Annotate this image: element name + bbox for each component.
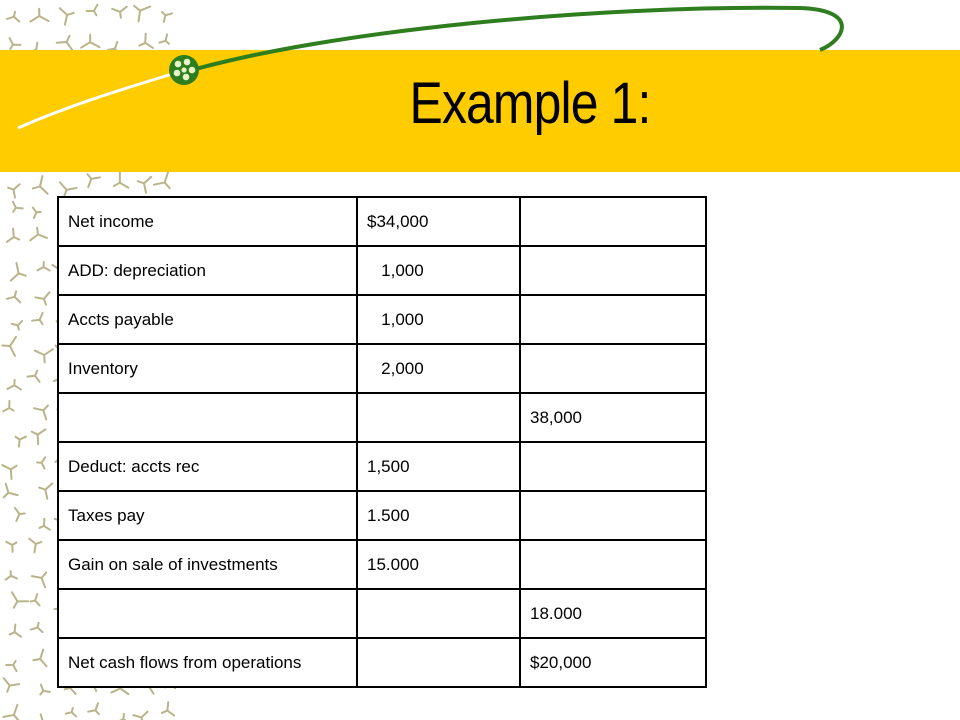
table-row: [58, 393, 706, 442]
table-cell: 1.500: [357, 491, 520, 540]
table-cell: 15.000: [357, 540, 520, 589]
table-cell: 1,000: [357, 246, 520, 295]
table-cell: Net income: [58, 197, 357, 246]
table-cell: 1,000: [357, 295, 520, 344]
table-row: [58, 197, 706, 246]
table-cell: Taxes pay: [58, 491, 357, 540]
cash-flow-table: [57, 196, 707, 688]
table-cell: 38,000: [520, 393, 706, 442]
table-row: [58, 442, 706, 491]
table-row: [58, 246, 706, 295]
table-row: [58, 491, 706, 540]
table-row: [58, 344, 706, 393]
table-cell: [520, 344, 706, 393]
table-cell: Accts payable: [58, 295, 357, 344]
table-cell: 1,500: [357, 442, 520, 491]
table-row: [58, 540, 706, 589]
table-cell: 18.000: [520, 589, 706, 638]
table-cell: [520, 442, 706, 491]
table-cell: [58, 393, 357, 442]
table-cell: [520, 491, 706, 540]
table-cell: [520, 540, 706, 589]
table-cell: [357, 393, 520, 442]
table-cell: $20,000: [520, 638, 706, 687]
table-cell: [357, 638, 520, 687]
slide-title: Example 1:: [409, 71, 651, 136]
table-row: [58, 295, 706, 344]
table-cell: ADD: depreciation: [58, 246, 357, 295]
table-cell: [520, 295, 706, 344]
table-cell: Gain on sale of investments: [58, 540, 357, 589]
table-cell: Deduct: accts rec: [58, 442, 357, 491]
table-cell: $34,000: [357, 197, 520, 246]
table-row: [58, 589, 706, 638]
table-row: [58, 638, 706, 687]
table-cell: [58, 589, 357, 638]
table-cell: 2,000: [357, 344, 520, 393]
table-cell: [520, 197, 706, 246]
table-cell: Inventory: [58, 344, 357, 393]
table-cell: [357, 589, 520, 638]
table-cell: [520, 246, 706, 295]
table-cell: Net cash flows from operations: [58, 638, 357, 687]
